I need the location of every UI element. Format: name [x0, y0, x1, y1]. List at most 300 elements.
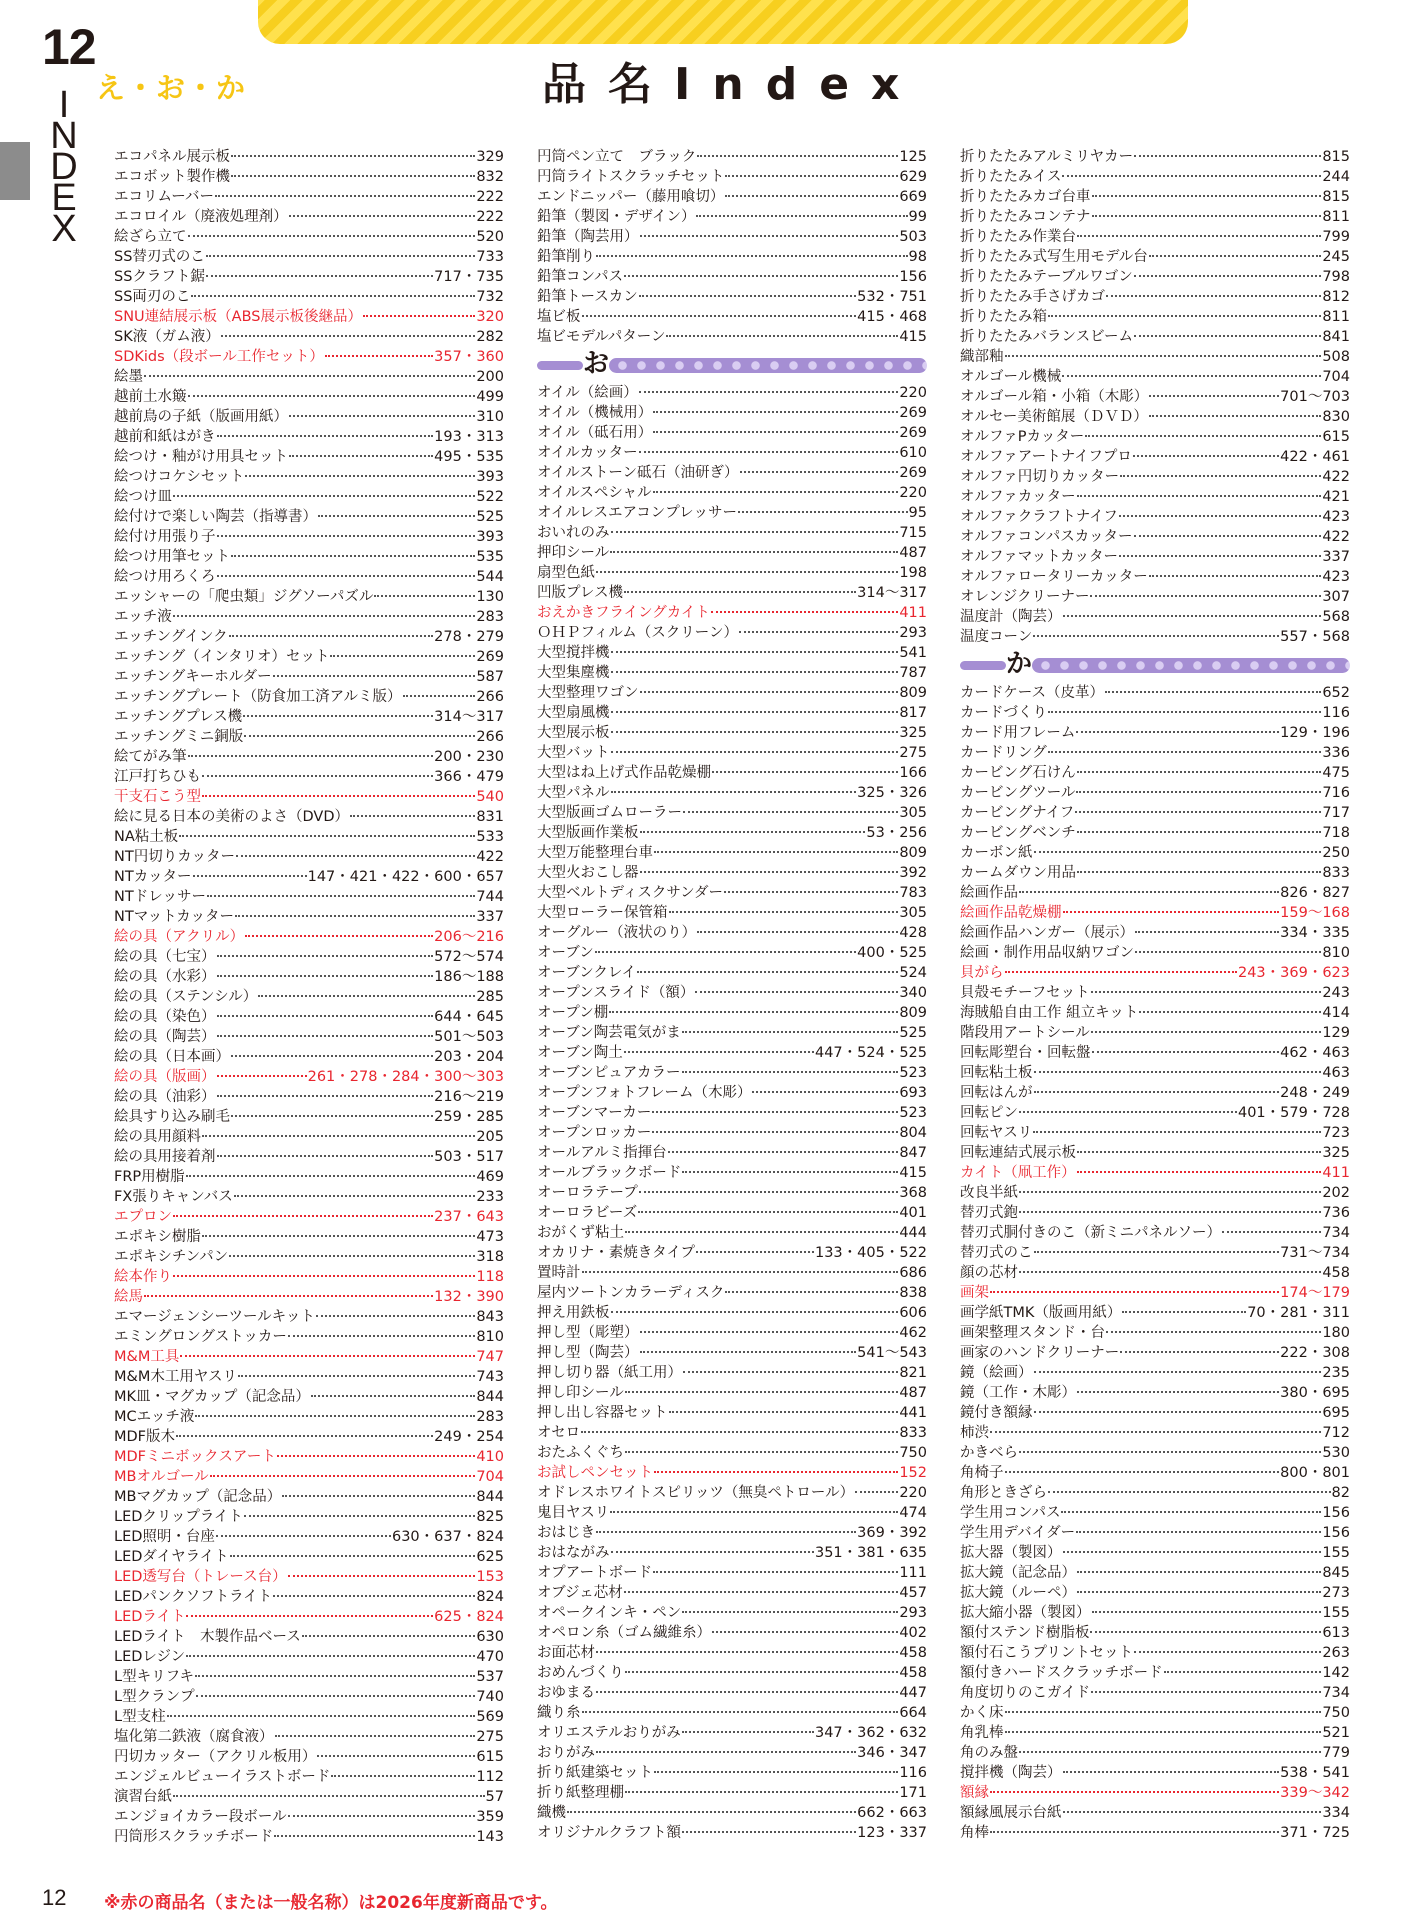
entry-page: 462: [899, 1325, 927, 1341]
index-entry-new: [960, 1163, 1350, 1183]
leader-dots: [318, 515, 475, 517]
leader-dots: [202, 775, 433, 777]
entry-page: 845: [1322, 1565, 1350, 1581]
leader-dots: [1105, 691, 1321, 693]
entry-name: 絵画作品乾燥棚: [960, 905, 1062, 921]
index-entry: [960, 1203, 1350, 1223]
index-entry: [537, 863, 927, 883]
leader-dots: [696, 215, 907, 217]
leader-dots: [235, 915, 475, 917]
leader-dots: [217, 1095, 434, 1097]
index-entry: [537, 267, 927, 287]
index-entry: [537, 1543, 927, 1563]
entry-name: 折りたたみイス: [960, 169, 1062, 185]
entry-name: NA粘土板: [114, 829, 179, 845]
leader-dots: [186, 1175, 476, 1177]
entry-page: 400・525: [857, 945, 927, 961]
leader-dots: [289, 215, 476, 217]
index-entry: [114, 1827, 504, 1847]
entry-page: 334: [1322, 1805, 1350, 1821]
entry-name: L型支柱: [114, 1709, 166, 1725]
entry-page: 423: [1322, 569, 1350, 585]
entry-page: 237・643: [434, 1209, 504, 1225]
entry-name: オルファPカッター: [960, 429, 1085, 445]
leader-dots: [1090, 1631, 1321, 1633]
entry-name: 絵の具（アクリル）: [114, 929, 245, 945]
index-entry-new: [960, 1283, 1350, 1303]
index-entry: [960, 1763, 1350, 1783]
leader-dots: [668, 1151, 899, 1153]
index-entry: [114, 447, 504, 467]
index-entry: [960, 763, 1350, 783]
leader-dots: [640, 691, 899, 693]
index-entry: [537, 743, 927, 763]
entry-name: MBオルゴール: [114, 1469, 209, 1485]
leader-dots: [403, 695, 476, 697]
entry-page: 644・645: [434, 1009, 504, 1025]
leader-dots: [682, 1731, 814, 1733]
entry-name: オーロラテープ: [537, 1185, 638, 1201]
entry-page: 473: [476, 1229, 504, 1245]
index-entry: [960, 427, 1350, 447]
index-entry: [960, 147, 1350, 167]
entry-page: 783: [899, 885, 927, 901]
index-entry: [114, 547, 504, 567]
entry-page: 422・461: [1280, 449, 1350, 465]
entry-name: エッチングプレス機: [114, 709, 243, 725]
index-entry: [537, 1283, 927, 1303]
index-entry: [537, 1243, 927, 1263]
entry-name: エンジョイカラー段ボール: [114, 1809, 287, 1825]
entry-page: 824: [476, 1589, 504, 1605]
entry-name: NTドレッサー: [114, 889, 207, 905]
index-entry: [114, 1767, 504, 1787]
entry-page: 615: [1322, 429, 1350, 445]
entry-name: おがくず粘土: [537, 1225, 624, 1241]
leader-dots: [210, 1475, 476, 1477]
index-entry: [537, 1203, 927, 1223]
entry-page: 269: [476, 649, 504, 665]
leader-dots: [1106, 295, 1321, 297]
index-entry: [114, 467, 504, 487]
entry-name: エコリムーバー: [114, 189, 215, 205]
entry-page: 82: [1331, 1485, 1350, 1501]
entry-page: 202: [1322, 1185, 1350, 1201]
entry-page: 143: [476, 1829, 504, 1845]
entry-page: 613: [1322, 1625, 1350, 1641]
leader-dots: [289, 415, 475, 417]
entry-name: SNU連結展示板（ABS展示板後継品）: [114, 309, 362, 325]
entry-name: 江戸打ちひも: [114, 769, 201, 785]
index-entry: [537, 423, 927, 443]
entry-page: 415: [899, 1165, 927, 1181]
leader-dots: [258, 995, 475, 997]
entry-name: エッチングインク: [114, 629, 228, 645]
entry-name: 貝がら: [960, 965, 1004, 981]
index-entry: [960, 703, 1350, 723]
index-entry: [114, 1487, 504, 1507]
index-entry: [960, 1103, 1350, 1123]
new-product-note: ※赤の商品名（または一般名称）は2026年度新商品です。: [104, 1893, 558, 1913]
leader-dots: [1034, 1091, 1280, 1093]
index-entry: [537, 1003, 927, 1023]
entry-page: 250: [1322, 845, 1350, 861]
entry-page: 147・421・422・600・657: [307, 869, 504, 885]
index-entry-new: [114, 927, 504, 947]
entry-name: オルファコンパスカッター: [960, 529, 1133, 545]
entry-name: 絵の具（陶芸）: [114, 1029, 216, 1045]
leader-dots: [244, 1515, 475, 1517]
leader-dots: [654, 1771, 898, 1773]
entry-page: 458: [899, 1645, 927, 1661]
leader-dots: [173, 1215, 433, 1217]
index-entry: [114, 1707, 504, 1727]
entry-name: 扇型色紙: [537, 565, 595, 581]
entry-name: 回転はんが: [960, 1085, 1033, 1101]
entry-page: 411: [1322, 1165, 1350, 1181]
entry-name: エポキシチンパン: [114, 1249, 229, 1265]
entry-name: 干支石こう型: [114, 789, 201, 805]
entry-page: 733: [476, 249, 504, 265]
entry-page: 57: [485, 1789, 504, 1805]
entry-page: 744: [476, 889, 504, 905]
index-entry: [960, 1383, 1350, 1403]
entry-page: 269: [899, 465, 927, 481]
index-entry: [537, 763, 927, 783]
index-entry: [537, 1043, 927, 1063]
leader-dots: [596, 1651, 898, 1653]
index-entry: [960, 783, 1350, 803]
entry-page: 371・725: [1280, 1825, 1350, 1841]
index-entry: [537, 247, 927, 267]
leader-dots: [173, 1275, 475, 1277]
entry-name: 大型集塵機: [537, 665, 610, 681]
entry-page: 734: [1322, 1685, 1350, 1701]
section-header: [960, 647, 1350, 683]
leader-dots: [275, 1735, 476, 1737]
leader-dots: [173, 495, 475, 497]
index-entry: [537, 983, 927, 1003]
entry-page: 606: [899, 1305, 927, 1321]
entry-page: 501〜503: [434, 1029, 504, 1045]
entry-name: 替刃式のこ: [960, 1245, 1033, 1261]
entry-page: 844: [476, 1389, 504, 1405]
entry-page: 630: [476, 1629, 504, 1645]
entry-name: オイルストーン砥石（油研ぎ）: [537, 465, 739, 481]
entry-name: 絵の具（油彩）: [114, 1089, 216, 1105]
index-entry: [537, 783, 927, 803]
leader-dots: [639, 295, 856, 297]
entry-page: 541〜543: [857, 1345, 927, 1361]
entry-name: L型クランプ: [114, 1689, 195, 1705]
entry-name: LED照明・台座: [114, 1529, 215, 1545]
index-entry: [960, 1803, 1350, 1823]
entry-page: 142: [1322, 1665, 1350, 1681]
index-entry: [537, 1583, 927, 1603]
leader-dots: [289, 455, 433, 457]
entry-page: 458: [899, 1665, 927, 1681]
leader-dots: [1164, 1671, 1322, 1673]
entry-name: 折りたたみバランスビーム: [960, 329, 1133, 345]
entry-name: カード用フレーム: [960, 725, 1076, 741]
leader-dots: [1122, 1311, 1246, 1313]
entry-page: 630・637・824: [391, 1529, 504, 1545]
entry-page: 495・535: [434, 449, 504, 465]
entry-name: 大型パネル: [537, 785, 610, 801]
entry-page: 393: [476, 529, 504, 545]
index-entry: [537, 803, 927, 823]
entry-name: 折りたたみ箱: [960, 309, 1047, 325]
index-entry: [960, 327, 1350, 347]
leader-dots: [625, 1391, 899, 1393]
entry-name: オルファカッター: [960, 489, 1076, 505]
index-entry: [537, 443, 927, 463]
leader-dots: [654, 1471, 898, 1473]
index-entry: [960, 723, 1350, 743]
index-entry: [960, 1583, 1350, 1603]
entry-name: オルファ円切りカッター: [960, 469, 1120, 485]
entry-name: おはながみ: [537, 1545, 610, 1561]
leader-dots: [1092, 215, 1322, 217]
entry-page: 245: [1322, 249, 1350, 265]
index-entry: [537, 503, 927, 523]
entry-page: 156: [1322, 1505, 1350, 1521]
entry-name: 角度切りのこガイド: [960, 1685, 1091, 1701]
entry-name: 塩ビモデルパターン: [537, 329, 666, 345]
leader-dots: [196, 1695, 476, 1697]
entry-page: 444: [899, 1225, 927, 1241]
index-entry: [960, 1743, 1350, 1763]
index-entry: [114, 607, 504, 627]
leader-dots: [1134, 155, 1321, 157]
entry-name: MCエッチ液: [114, 1409, 195, 1425]
entry-page: 843: [476, 1309, 504, 1325]
index-entry: [537, 1823, 927, 1843]
entry-page: 351・381・635: [814, 1545, 927, 1561]
entry-page: 111: [899, 1565, 927, 1581]
index-entry: [114, 707, 504, 727]
entry-page: 325・326: [857, 785, 927, 801]
leader-dots: [1134, 275, 1322, 277]
entry-name: M&M工具: [114, 1349, 180, 1365]
entry-page: 112: [476, 1769, 504, 1785]
entry-page: 269: [899, 425, 927, 441]
entry-page: 243・369・623: [1237, 965, 1350, 981]
index-entry: [960, 1143, 1350, 1163]
entry-page: 99: [908, 209, 927, 225]
page-number: 12: [42, 19, 96, 75]
leader-dots: [1061, 1511, 1321, 1513]
entry-name: カイト（凧工作）: [960, 1165, 1076, 1181]
entry-page: 474: [899, 1505, 927, 1521]
index-entry: [114, 1667, 504, 1687]
leader-dots: [302, 1635, 476, 1637]
leader-dots: [167, 1715, 476, 1717]
leader-dots: [752, 1091, 898, 1093]
index-entry-new: [960, 903, 1350, 923]
entry-page: 524: [899, 965, 927, 981]
index-entry: [960, 1043, 1350, 1063]
leader-dots: [1048, 315, 1321, 317]
entry-page: 833: [899, 1425, 927, 1441]
leader-dots: [207, 895, 475, 897]
index-entry-new: [537, 603, 927, 623]
entry-page: 475: [1322, 765, 1350, 781]
entry-page: 415: [899, 329, 927, 345]
index-entry-new: [537, 1463, 927, 1483]
index-entry: [537, 1523, 927, 1543]
entry-name: おはじき: [537, 1525, 595, 1541]
leader-dots: [144, 1295, 433, 1297]
leader-dots: [1033, 1131, 1321, 1133]
leader-dots: [683, 1371, 898, 1373]
entry-name: 押し出し容器セット: [537, 1405, 668, 1421]
index-entry-new: [114, 1607, 504, 1627]
leader-dots: [1135, 931, 1279, 933]
index-entry: [114, 1107, 504, 1127]
leader-dots: [640, 831, 866, 833]
entry-name: 学生用コンパス: [960, 1505, 1061, 1521]
index-entry: [114, 527, 504, 547]
entry-name: 温度コーン: [960, 629, 1033, 645]
leader-dots: [231, 175, 475, 177]
leader-dots: [217, 975, 434, 977]
index-entry: [537, 583, 927, 603]
index-entry: [960, 883, 1350, 903]
entry-name: オーブン陶芸電気がま: [537, 1025, 681, 1041]
entry-name: オレンジクリーナー: [960, 589, 1090, 605]
entry-page: 411: [899, 605, 927, 621]
leader-dots: [202, 1235, 475, 1237]
entry-page: 830: [1322, 409, 1350, 425]
entry-name: エミングロングストッカー: [114, 1329, 287, 1345]
index-entry: [960, 1643, 1350, 1663]
index-entry: [537, 1723, 927, 1743]
entry-name: LEDレジン: [114, 1649, 186, 1665]
index-entry: [960, 1183, 1350, 1203]
entry-name: 大型版画作業板: [537, 825, 639, 841]
entry-page: 736: [1322, 1205, 1350, 1221]
entry-name: 塩化第二鉄液（腐食液）: [114, 1729, 274, 1745]
index-entry-new: [114, 1567, 504, 1587]
entry-page: 821: [899, 1365, 927, 1381]
leader-dots: [1077, 1171, 1322, 1173]
index-entry: [537, 963, 927, 983]
leader-dots: [682, 1171, 898, 1173]
index-entry-new: [960, 1783, 1350, 1803]
leader-dots: [244, 735, 475, 737]
entry-name: 大型展示板: [537, 725, 610, 741]
entry-name: 鬼目ヤスリ: [537, 1505, 610, 1521]
entry-page: 652: [1322, 685, 1350, 701]
entry-page: 269: [899, 405, 927, 421]
entry-page: 701〜703: [1280, 389, 1350, 405]
entry-page: 233: [476, 1189, 504, 1205]
index-entry: [537, 1743, 927, 1763]
leader-dots: [1034, 851, 1322, 853]
entry-name: 絵馬: [114, 1289, 143, 1305]
entry-name: オールアルミ指揮台: [537, 1145, 667, 1161]
entry-name: 学生用デバイダー: [960, 1525, 1076, 1541]
index-entry: [960, 1663, 1350, 1683]
entry-name: カービングベンチ: [960, 825, 1076, 841]
leader-dots: [1019, 891, 1279, 893]
index-entry: [960, 487, 1350, 507]
leader-dots: [273, 675, 476, 677]
leader-dots: [611, 671, 899, 673]
entry-name: 織部釉: [960, 349, 1004, 365]
index-entry: [114, 1427, 504, 1447]
side-tab-marker: [0, 142, 30, 200]
entry-name: 円筒ペン立て ブラック: [537, 149, 697, 165]
entry-name: おめんづくり: [537, 1665, 624, 1681]
entry-name: オカリナ・素焼きタイプ: [537, 1245, 696, 1261]
leader-dots: [595, 951, 856, 953]
entry-name: 折り紙整理棚: [537, 1785, 624, 1801]
leader-dots: [1063, 1551, 1322, 1553]
entry-page: 532・751: [857, 289, 927, 305]
index-entry: [114, 207, 504, 227]
leader-dots: [610, 1511, 898, 1513]
index-entry: [960, 287, 1350, 307]
leader-dots: [682, 1031, 899, 1033]
entry-name: 絵付けで楽しい陶芸（指導書）: [114, 509, 317, 525]
leader-dots: [1019, 1191, 1321, 1193]
index-entry: [114, 767, 504, 787]
index-entry: [537, 1623, 927, 1643]
entry-name: FX張りキャンバス: [114, 1189, 233, 1205]
entry-page: 779: [1322, 1745, 1350, 1761]
entry-name: 額付きハードスクラッチボード: [960, 1665, 1163, 1681]
entry-name: エマージェンシーツールキット: [114, 1309, 315, 1325]
entry-name: カービングツール: [960, 785, 1076, 801]
index-entry: [537, 1643, 927, 1663]
entry-name: SSクラフト鋸: [114, 269, 205, 285]
index-entry-new: [114, 1447, 504, 1467]
leader-dots: [738, 511, 908, 513]
leader-dots: [1019, 1211, 1321, 1213]
index-entry: [960, 1083, 1350, 1103]
entry-name: 撹拌機（陶芸）: [960, 1765, 1062, 1781]
entry-page: 132・390: [434, 1289, 504, 1305]
entry-page: 153: [476, 1569, 504, 1585]
leader-dots: [1077, 871, 1321, 873]
index-entry: [537, 147, 927, 167]
entry-name: 織機: [537, 1805, 566, 1821]
index-entry: [537, 167, 927, 187]
entry-name: 絵本作り: [114, 1269, 172, 1285]
entry-name: 柿渋: [960, 1425, 989, 1441]
entry-page: 152: [899, 1465, 927, 1481]
leader-dots: [350, 815, 475, 817]
index-entry: [114, 867, 504, 887]
index-entry: [960, 803, 1350, 823]
index-column-1: [114, 147, 504, 1847]
leader-dots: [1005, 1731, 1322, 1733]
leader-dots: [217, 575, 476, 577]
entry-page: 275: [476, 1729, 504, 1745]
entry-page: 695: [1322, 1405, 1350, 1421]
entry-page: 809: [899, 1005, 927, 1021]
entry-page: 307: [1322, 589, 1350, 605]
leader-dots: [596, 571, 898, 573]
entry-name: オイルカッター: [537, 445, 638, 461]
leader-dots: [611, 1311, 899, 1313]
entry-page: 810: [1322, 945, 1350, 961]
entry-page: 401: [899, 1205, 927, 1221]
entry-page: 336: [1322, 745, 1350, 761]
entry-page: 525: [899, 1025, 927, 1041]
